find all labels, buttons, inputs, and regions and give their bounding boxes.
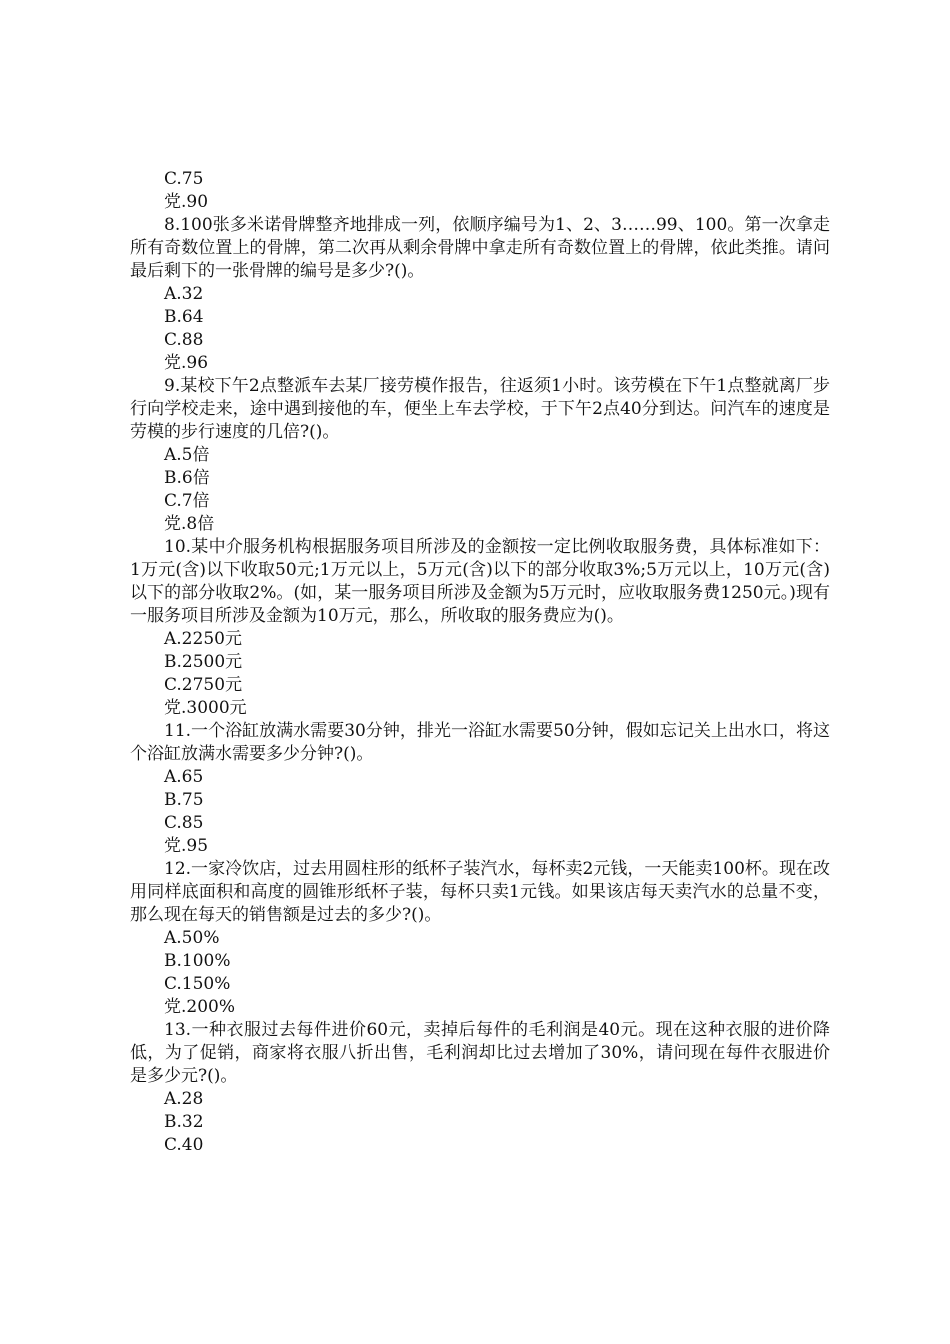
- question-9-option-b: B.6倍: [164, 468, 210, 488]
- question-13-option-c: C.40: [164, 1135, 204, 1155]
- question-9-option-c: C.7倍: [164, 491, 210, 511]
- document-body: [130, 168, 830, 1157]
- question-10-option-d: 党.3000元: [164, 698, 247, 718]
- question-8: 8.100张多米诺骨牌整齐地排成一列，依顺序编号为1、2、3……99、100。第一次拿走所有奇数位置上的骨牌，第二次再从剩余骨牌中拿走所有奇数位置上的骨牌，依此类推。请问最后剩下的一张骨牌的编号是多少?()。: [130, 215, 830, 281]
- option-d-prev: 党.90: [164, 192, 209, 212]
- question-8-option-b: B.64: [164, 307, 204, 327]
- question-12-option-b: B.100%: [164, 951, 231, 971]
- question-11-option-d: 党.95: [164, 836, 209, 856]
- question-8-option-c: C.88: [164, 330, 204, 350]
- question-10-option-c: C.2750元: [164, 675, 243, 695]
- question-10: 10.某中介服务机构根据服务项目所涉及的金额按一定比例收取服务费，具体标准如下：1万元(含)以下收取50元;1万元以上，5万元(含)以下的部分收取3%;5万元以上，10万元(含)以下的部分收取2%。(如，某一服务项目所涉及金额为5万元时，应收取服务费1250元。)现有一服务项目所涉及金额为10万元，那么，所收取的服务费应为()。: [130, 537, 830, 626]
- option-c-prev: C.75: [164, 169, 204, 189]
- question-9: 9.某校下午2点整派车去某厂接劳模作报告，往返须1小时。该劳模在下午1点整就离厂步行向学校走来，途中遇到接他的车，便坐上车去学校，于下午2点40分到达。问汽车的速度是劳模的步行速度的几倍?()。: [130, 376, 830, 442]
- question-13-option-a: A.28: [164, 1089, 204, 1109]
- question-11-option-a: A.65: [164, 767, 204, 787]
- question-10-option-b: B.2500元: [164, 652, 243, 672]
- question-9-option-d: 党.8倍: [164, 514, 215, 534]
- question-11: 11.一个浴缸放满水需要30分钟，排光一浴缸水需要50分钟，假如忘记关上出水口，将这个浴缸放满水需要多少分钟?()。: [130, 721, 830, 764]
- question-11-option-c: C.85: [164, 813, 204, 833]
- question-12: 12.一家冷饮店，过去用圆柱形的纸杯子装汽水，每杯卖2元钱，一天能卖100杯。现在改用同样底面积和高度的圆锥形纸杯子装，每杯只卖1元钱。如果该店每天卖汽水的总量不变，那么现在每天的销售额是过去的多少?()。: [130, 859, 830, 925]
- question-12-option-d: 党.200%: [164, 997, 236, 1017]
- question-13: 13.一种衣服过去每件进价60元，卖掉后每件的毛利润是40元。现在这种衣服的进价降低，为了促销，商家将衣服八折出售，毛利润却比过去增加了30%，请问现在每件衣服进价是多少元?()。: [130, 1020, 830, 1086]
- question-9-option-a: A.5倍: [164, 445, 210, 465]
- question-11-option-b: B.75: [164, 790, 204, 810]
- question-12-option-a: A.50%: [164, 928, 220, 948]
- question-12-option-c: C.150%: [164, 974, 231, 994]
- question-8-option-d: 党.96: [164, 353, 209, 373]
- question-10-option-a: A.2250元: [164, 629, 242, 649]
- question-8-option-a: A.32: [164, 284, 204, 304]
- question-13-option-b: B.32: [164, 1112, 204, 1132]
